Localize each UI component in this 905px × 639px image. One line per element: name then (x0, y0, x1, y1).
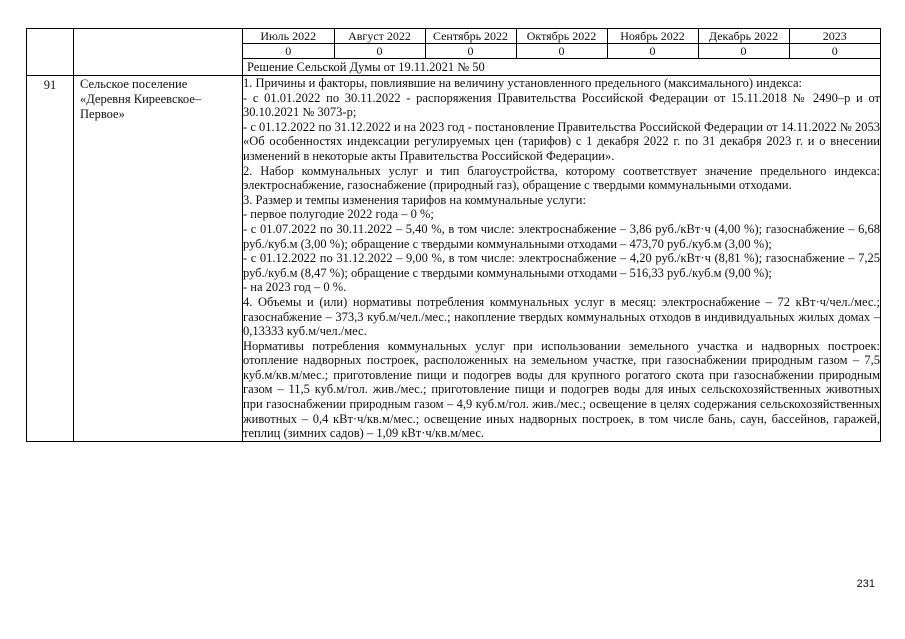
paragraph-tariff-h1: - первое полугодие 2022 года – 0 %; (243, 207, 434, 222)
month-value: 0 (243, 44, 334, 59)
months-value-row (243, 44, 880, 59)
month-header: 2023 (789, 29, 880, 44)
settlement-name: Сельское поселение «Деревня Киреевское–Первое» (74, 76, 243, 442)
paragraph-land-norms: Нормативы потребления коммунальных услуг при использовании земельного участка и надворных построек: отопление надворных построек, расположенных на земельном участке, при газоснабжении природным газом – 7,5 куб.м/кв.м/мес.; приготовление пищи и подогрев воды для крупного рогатого скота при газоснабжении природным газом – 11,5 куб.м/гол. жив./мес.; приготовление пищи и подогрев воды для иных сельскохозяйственных животных при газоснабжении природным газом – 4,9 куб.м/гол. жив./мес.; освещение в целях содержания сельскохозяйственных животных – 0,4 кВт·ч/кв.м/мес.; освещение иных надворных построек, в том числе бань, саун, бассейнов, гаражей, теплиц (зимних садов) – 1,09 кВт·ч/кв.м/мес. (243, 338, 880, 441)
monthly-index-table (243, 29, 880, 59)
paragraph-reason-2023: - с 01.12.2022 по 31.12.2022 и на 2023 год - постановление Правительства Российской Федерации от 14.11.2022 № 2053 «Об особенностях индексации регулируемых цен (тарифов) с 1 декабря 2022 г. по 31 декабря 2023 г. и о внесении изменений в некоторые акты Правительства Российской Федерации». (243, 119, 880, 163)
month-header: Август 2022 (334, 29, 425, 44)
month-header: Октябрь 2022 (516, 29, 607, 44)
paragraph-reasons-heading: 1. Причины и факторы, повлиявшие на величину установленного предельного (максимального) индекса: (243, 76, 802, 90)
page-number: 231 (856, 578, 875, 590)
decision-reference: Решение Сельской Думы от 19.11.2021 № 50 (247, 60, 485, 74)
month-value: 0 (789, 44, 880, 59)
month-header: Июль 2022 (243, 29, 334, 44)
settlement-row (27, 76, 881, 442)
month-value: 0 (334, 44, 425, 59)
paragraph-tariffs-heading: 3. Размер и темпы изменения тарифов на коммунальные услуги: (243, 192, 586, 207)
month-header: Сентябрь 2022 (425, 29, 516, 44)
paragraph-services: 2. Набор коммунальных услуг и тип благоустройства, которому соответствует значение предельного индекса: электроснабжение, газоснабжение (природный газ), обращение с твердыми коммунальными отходами. (243, 163, 880, 193)
month-value: 0 (607, 44, 698, 59)
settlement-details (243, 76, 881, 442)
continuation-row (27, 29, 881, 76)
month-header: Декабрь 2022 (698, 29, 789, 44)
month-value: 0 (516, 44, 607, 59)
empty-name-cell (74, 29, 243, 76)
row-number: 91 (27, 76, 74, 442)
months-header-row (243, 29, 880, 44)
paragraph-tariff-2023: - на 2023 год – 0 %. (243, 280, 347, 295)
paragraph-reason-2022: - с 01.01.2022 по 30.11.2022 - распоряжения Правительства Российской Федерации от 15.11.2018 № 2490–р и от 30.10.2021 № 3073-р; (243, 90, 880, 120)
paragraph-consumption: 4. Объемы и (или) нормативы потребления коммунальных услуг в месяц: электроснабжение – 72 кВт·ч/чел./мес.; газоснабжение – 373,3 куб.м/чел./мес.; накопление твердых коммунальных отходов в индивидуальных жилых домах – 0,13333 куб.м/чел./мес. (243, 294, 880, 339)
month-header: Ноябрь 2022 (607, 29, 698, 44)
tariff-table (26, 28, 881, 442)
month-value: 0 (425, 44, 516, 59)
paragraph-tariff-dec: - с 01.12.2022 по 31.12.2022 – 9,00 %, в том числе: электроснабжение – 4,20 руб./кВт·ч (8,81 %); газоснабжение – 7,25 руб./куб.м (8,47 %); обращение с твердыми коммунальными отходами – 516,33 руб./куб.м (9,00 %); (243, 251, 880, 280)
continuation-content-cell (243, 29, 881, 76)
empty-number-cell (27, 29, 74, 76)
paragraph-tariff-jul-nov: - с 01.07.2022 по 30.11.2022 – 5,40 %, в том числе: электроснабжение – 3,86 руб./кВт·ч (4,00 %); газоснабжение – 6,68 руб./куб.м (3,00 %); обращение с твердыми коммунальными отходами – 473,70 руб./куб.м (3,00 %); (243, 221, 880, 251)
month-value: 0 (698, 44, 789, 59)
